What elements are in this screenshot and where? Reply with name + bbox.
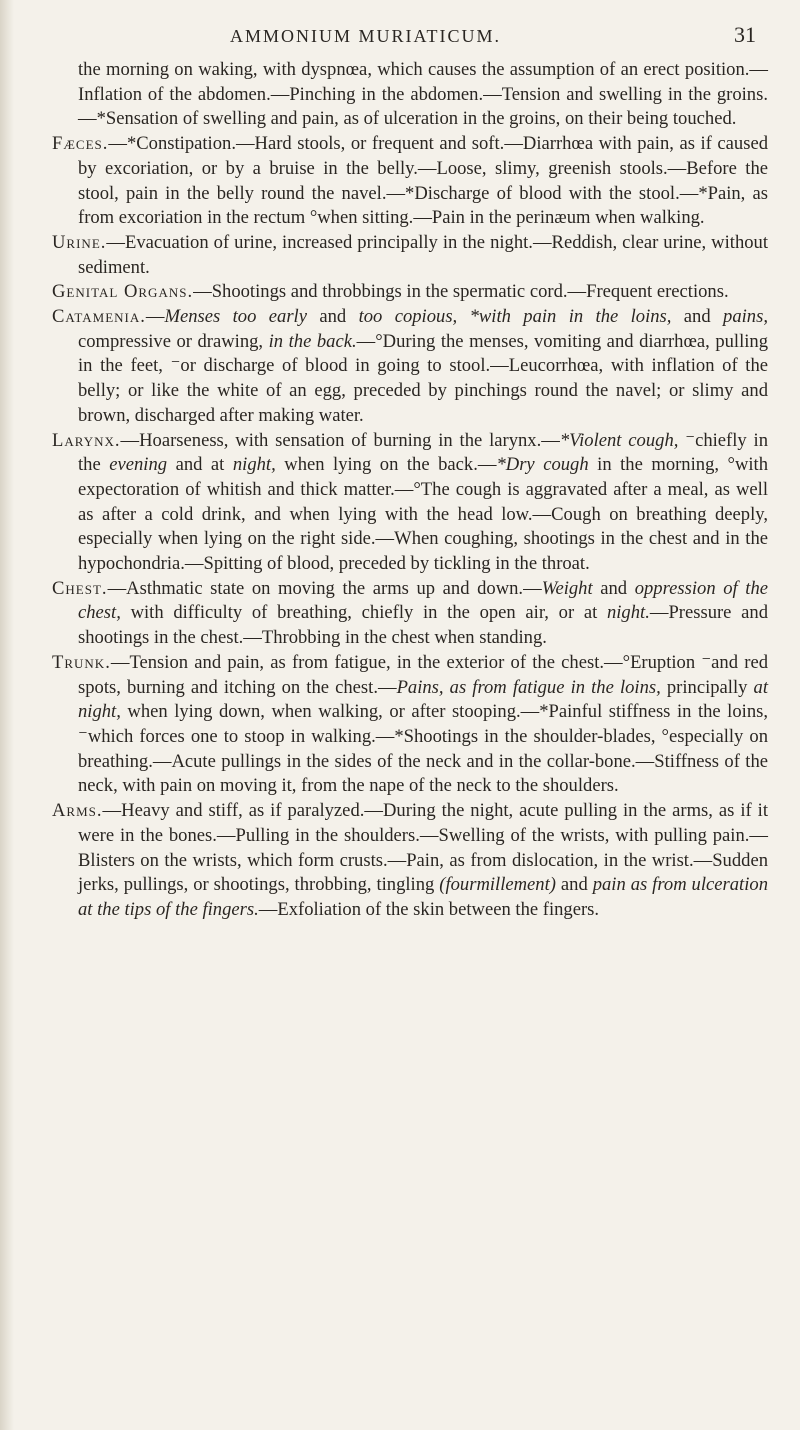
section-heading: Urine.	[52, 231, 107, 253]
page-number: 31	[734, 22, 756, 47]
italic-text: pain as from ulceration at the tips of the fingers.	[78, 874, 768, 920]
section-heading: Trunk.	[52, 651, 111, 673]
body-text-run: —*Constipation.—Hard stools, or frequent and soft.—Diarrhœa with pain, as if caused by excoriation, or by a bruise in the belly.—Loose, slimy, greenish stools.—Before the stool, pain in the belly round the navel.—*Discharge of blood with the stool.—*Pain, as from excoriation in the rectum °when sitting.—Pain in the perinæum when walking.	[78, 133, 768, 229]
section-heading: Genital Organs.	[52, 281, 194, 303]
italic-text: Weight	[541, 577, 593, 599]
italic-text: oppression of the chest,	[78, 577, 768, 624]
paragraph	[46, 305, 768, 429]
paragraph	[46, 280, 768, 305]
running-head-title: AMMONIUM MURIATICUM.	[230, 26, 502, 46]
body-text-run: —°During the menses, vomiting and diarrhœa, pulling in the feet, ⁻or discharge of blood in going to stool.—Leucorrhœa, with inflation of the belly; or like the white of an egg, preceded by pinchings round the navel; or slimy and brown, discharged after making water.	[78, 330, 769, 426]
body-text-run: and at	[167, 454, 233, 476]
body-text-run: in the morning, °with expectoration of whitish and thick matter.—°The cough is aggravated after a meal, as well as after a cold drink, and when lying with the head low.—Cough on breathing deeply, especially when lying on the right side.—When coughing, shootings in the chest and in the hypochondria.—Spitting of blood, preceded by tickling in the throat.	[78, 454, 769, 575]
italic-text: night,	[232, 454, 276, 476]
body-text-run: the morning on waking, with dyspnœa, which causes the assumption of an erect position.—Inflation of the abdomen.—Pinching in the abdomen.—Tension and swelling in the groins.—*Sensation of swelling and pain, as of ulceration in the groins, on their being touched.	[78, 59, 768, 130]
body-text-run: —Hoarseness, with sensation of burning in the larynx.—	[120, 429, 560, 451]
page-gutter-shadow	[0, 0, 14, 1430]
body-text-run: compressive or drawing,	[78, 330, 269, 352]
body-text-run: when lying down, when walking, or after stooping.—*Painful stiffness in the loins, ⁻which forces one to stoop in walking.—*Shootings in the shoulder-blades, °especially on breathing.—Acute pullings in the sides of the neck and in the collar-bone.—Stiffness of the neck, with pain on moving it, from the nape of the neck to the shoulders.	[78, 701, 768, 797]
section-heading: Fæces.	[52, 133, 109, 155]
italic-text: (fourmillement)	[439, 874, 556, 896]
paragraph	[46, 58, 768, 132]
italic-text: *Dry cough	[496, 454, 589, 476]
italic-text: Pains, as from fatigue in the loins,	[396, 676, 661, 698]
section-heading: Chest.	[52, 577, 108, 599]
section-heading: Arms.	[52, 800, 103, 822]
section-heading: Catamenia.	[52, 306, 146, 328]
paragraph	[46, 132, 768, 231]
body-text-run: —Evacuation of urine, increased principally in the night.—Reddish, clear urine, without sediment.	[78, 231, 768, 278]
body-text	[46, 58, 768, 923]
body-text-run: —Tension and pain, as from fatigue, in the exterior of the chest.—°Eruption ⁻and red spots, burning and itching on the chest.—	[78, 651, 768, 698]
body-text-run: ⁻chiefly in the	[78, 429, 768, 476]
italic-text: evening	[109, 454, 168, 476]
italic-text: too copious,	[358, 306, 458, 328]
body-text-run: and	[555, 874, 593, 896]
body-text-run: —Pressure and shootings in the chest.—Throbbing in the chest when standing.	[78, 602, 768, 649]
italic-text: *Violent cough,	[559, 429, 679, 451]
body-text-run: principally	[660, 676, 754, 698]
paragraph	[46, 231, 768, 280]
body-text-run: when lying on the back.—	[275, 454, 497, 476]
italic-text: *with pain in the loins,	[469, 306, 672, 328]
body-text-run: and	[306, 306, 359, 328]
body-text-run: —	[145, 306, 165, 328]
italic-text: Menses too early	[164, 306, 307, 328]
italic-text: pains,	[723, 306, 768, 328]
paragraph	[46, 429, 768, 577]
body-text-run: with difficulty of breathing, chiefly in the open air, or at	[120, 602, 607, 624]
body-text-run: —Shootings and throbbings in the spermatic cord.—Frequent erections.	[193, 281, 729, 303]
body-text-run: and	[671, 306, 724, 328]
italic-text: at night,	[78, 676, 768, 723]
italic-text: in the back.	[268, 330, 357, 352]
body-text-run: —Heavy and stiff, as if paralyzed.—During the night, acute pulling in the arms, as if it were in the bones.—Pulling in the shoulders.—Swelling of the wrists, with pulling pain.—Blisters on the wrists, which form crusts.—Pain, as from dislocation, in the wrist.—Sudden jerks, pullings, or shootings, throbbing, tingling	[78, 800, 768, 896]
body-text-run: —Asthmatic state on moving the arms up and down.—	[107, 577, 542, 599]
section-heading: Larynx.	[52, 429, 121, 451]
paragraph	[46, 577, 768, 651]
body-text-run: —Exfoliation of the skin between the fingers.	[258, 898, 600, 920]
paragraph	[46, 799, 768, 923]
body-text-run: and	[592, 577, 635, 599]
italic-text: night.	[606, 602, 650, 624]
body-text-run	[457, 306, 469, 327]
paragraph	[46, 651, 768, 799]
